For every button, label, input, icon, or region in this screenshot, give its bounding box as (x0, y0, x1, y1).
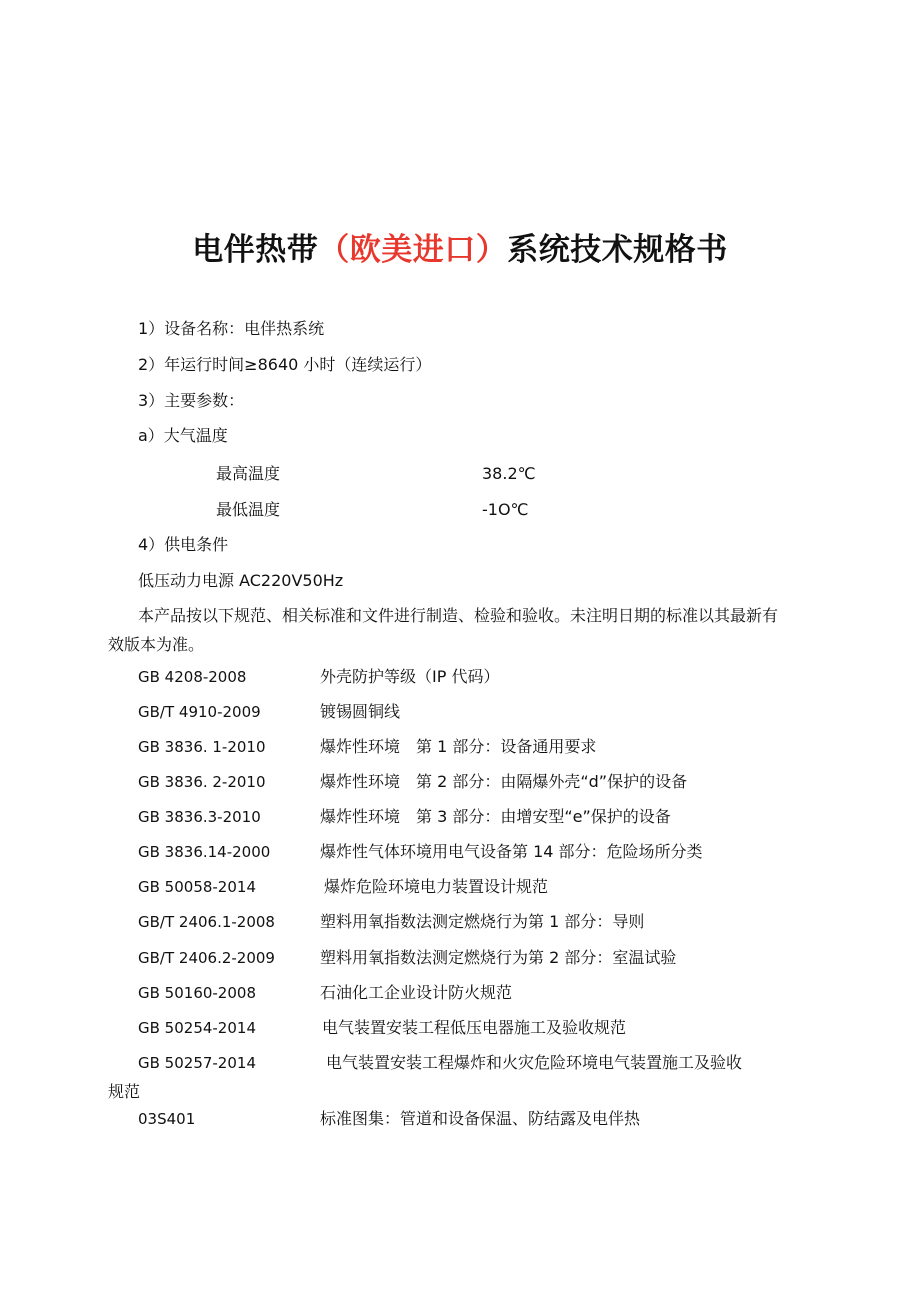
standard-code: GB 3836.3-2010 (138, 808, 261, 826)
standard-name: 爆炸性环境 第 2 部分：由隔爆外壳“d”保护的设备 (320, 772, 688, 791)
standard-code: GB 50160-2008 (138, 984, 256, 1002)
min-temp-label: 最低温度 (216, 500, 281, 519)
standard-code: GB 3836. 2-2010 (138, 773, 266, 791)
item-equipment-name: 1）设备名称：电伴热系统 (138, 319, 325, 338)
min-temp-value: -1O℃ (482, 500, 529, 519)
title-highlight: （欧美进口） (318, 232, 508, 268)
standard-name: 石油化工企业设计防火规范 (320, 983, 513, 1002)
standard-name: 外壳防护等级（IP 代码） (320, 667, 500, 686)
standard-code: GB 3836.14-2000 (138, 843, 271, 861)
standard-name: 电气装置安装工程爆炸和火灾危险环境电气装置施工及验收 (326, 1053, 743, 1072)
standard-name: 镀锡圆铜线 (320, 702, 401, 721)
standard-code: GB 50254-2014 (138, 1019, 256, 1037)
standard-name: 爆炸性气体环境用电气设备第 14 部分：危险场所分类 (320, 842, 703, 861)
standard-name: 爆炸性环境 第 3 部分：由增安型“e”保护的设备 (320, 807, 671, 826)
standard-code: GB 50058-2014 (138, 878, 256, 896)
max-temp-label: 最高温度 (216, 464, 281, 483)
item-atmospheric-temperature: a）大气温度 (138, 426, 228, 445)
standard-code: GB/T 2406.1-2008 (138, 913, 275, 931)
standard-name-continuation: 规范 (108, 1082, 141, 1101)
title-part-1: 电伴热带 (192, 232, 319, 268)
standard-code: GB 50257-2014 (138, 1054, 256, 1072)
item-annual-runtime: 2）年运行时间≥8640 小时（连续运行） (138, 355, 432, 374)
title-part-3: 系统技术规格书 (507, 232, 728, 268)
item-power-supply: 4）供电条件 (138, 535, 229, 554)
standard-code: GB 3836. 1-2010 (138, 738, 266, 756)
standard-code: 03S401 (138, 1110, 196, 1128)
standard-code: GB/T 4910-2009 (138, 703, 261, 721)
standard-name: 爆炸性环境 第 1 部分：设备通用要求 (320, 737, 597, 756)
standard-name: 爆炸危险环境电力装置设计规范 (324, 877, 549, 896)
max-temp-value: 38.2℃ (482, 464, 536, 483)
document-title (0, 228, 920, 272)
standard-code: GB/T 2406.2-2009 (138, 949, 275, 967)
power-source: 低压动力电源 AC220V50Hz (138, 571, 344, 590)
intro-paragraph: 本产品按以下规范、相关标准和文件进行制造、检验和验收。未注明日期的标准以其最新有效版本为准。 (108, 606, 779, 654)
standard-code: GB 4208-2008 (138, 668, 247, 686)
standard-name: 塑料用氧指数法测定燃烧行为第 2 部分：室温试验 (320, 948, 677, 967)
standard-name: 塑料用氧指数法测定燃烧行为第 1 部分：导则 (320, 912, 645, 931)
standard-name: 标准图集：管道和设备保温、防结露及电伴热 (320, 1109, 641, 1128)
standard-name: 电气装置安装工程低压电器施工及验收规范 (322, 1018, 627, 1037)
item-main-parameters: 3）主要参数： (138, 391, 245, 410)
